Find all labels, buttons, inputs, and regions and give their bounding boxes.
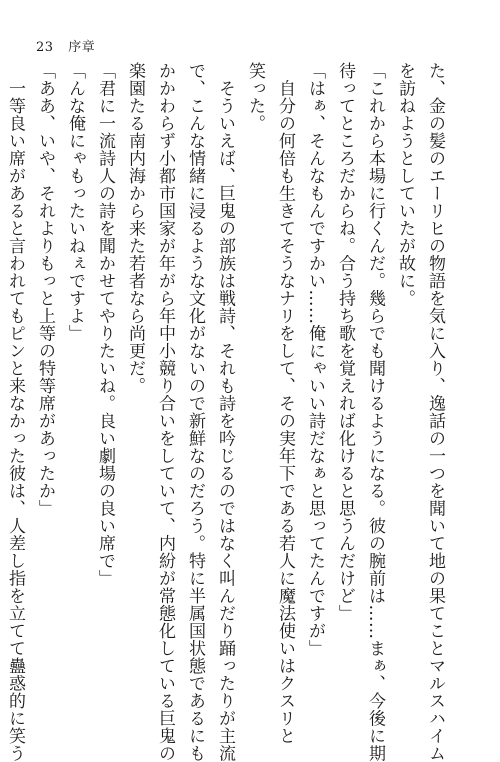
text-line: 「これから本場に行くんだ。幾らでも聞けるようになる。彼の腕前は……まぁ、今後に期 (365, 62, 385, 762)
text-line: 待ってところだからね。合う持ち歌を覚えれば化けると思うんだけど」 (335, 62, 355, 622)
text-line: 自分の何倍も生きてそうなナリをして、その実年下である若人に魔法使いはクスリと (275, 62, 295, 745)
text-line: 「君に一流詩人の詩を聞かせてやりたいね。良い劇場の良い席で」 (95, 62, 115, 587)
page-number: 23 (36, 40, 54, 55)
text-line: 笑った。 (245, 62, 265, 132)
text-line: 楽園たる南内海から来た若者なら尚更だ。 (125, 62, 145, 395)
text-line: 「はぁ、そんなもんですかい……俺にゃいい詩だなぁと思ってたんですが」 (305, 62, 325, 657)
text-line: で、こんな情緒に浸るような文化がないので新鮮なのだろう。特に半属国状態であるにも (185, 62, 205, 762)
text-line: 「ああ、いや、それよりもっと上等の特等席があったか」 (35, 62, 55, 517)
text-line: かかわらず小都市国家が年がら年中小競り合いをしていて、内紛が常態化している巨鬼の (155, 62, 175, 762)
chapter-title: 序章 (68, 40, 96, 55)
text-line: た、金の髪のエーリヒの物語を気に入り、逸話の一つを聞いて地の果てことマルスハイム (425, 62, 445, 762)
text-line: を訪ねようとしていたが故に。 (395, 62, 415, 307)
running-header (36, 36, 95, 55)
text-line: そういえば、巨鬼の部族は戦詩、それも詩を吟じるのではなく叫んだり踊ったりが主流 (215, 62, 235, 762)
text-line: 一等良い席があると言われてもピンと来なかった彼は、人差し指を立てて蠱惑的に笑う (5, 62, 25, 762)
vertical-text-body (5, 62, 450, 762)
text-line: 「んな俺にゃもったいねぇですよ」 (65, 62, 85, 342)
